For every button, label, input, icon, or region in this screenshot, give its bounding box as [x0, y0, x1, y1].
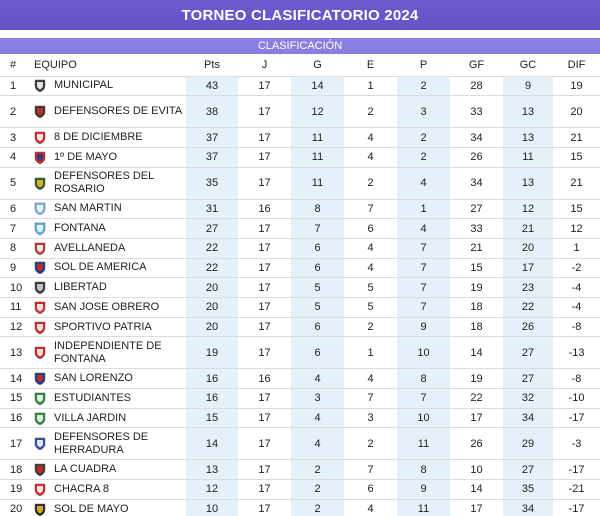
table-row[interactable] [0, 460, 600, 480]
table-row[interactable] [0, 278, 600, 298]
row-p: 9 [397, 480, 450, 500]
row-dif: -4 [553, 298, 600, 318]
row-e: 1 [344, 76, 397, 96]
standings-subtitle: CLASIFICACIÓN [257, 40, 343, 52]
tournament-title: TORNEO CLASIFICATORIO 2024 [181, 6, 419, 24]
row-dif: 12 [553, 219, 600, 239]
row-gf: 28 [450, 76, 503, 96]
team-name: DEFENSORES DEL ROSARIO [54, 170, 154, 196]
team-cell [34, 301, 186, 314]
row-pts: 20 [186, 278, 238, 298]
independiente-fontana-crest-icon [34, 346, 46, 359]
row-pj: 17 [238, 258, 291, 278]
row-position: 15 [0, 389, 28, 409]
row-pts: 22 [186, 238, 238, 258]
row-pts: 12 [186, 480, 238, 500]
row-dif: -2 [553, 258, 600, 278]
row-team[interactable] [28, 96, 186, 128]
row-dif: -17 [553, 499, 600, 516]
row-e: 5 [344, 298, 397, 318]
row-p: 9 [397, 317, 450, 337]
col-header-goals-against[interactable]: GC [519, 58, 537, 71]
row-pj: 17 [238, 76, 291, 96]
row-dif: -13 [553, 337, 600, 369]
table-row[interactable] [0, 428, 600, 460]
team-name: SAN JOSE OBRERO [54, 300, 160, 313]
row-pj: 17 [238, 298, 291, 318]
row-position: 11 [0, 298, 28, 318]
row-team[interactable] [28, 499, 186, 516]
row-e: 3 [344, 408, 397, 428]
row-pts: 15 [186, 408, 238, 428]
team-cell [34, 105, 186, 118]
row-team[interactable] [28, 199, 186, 219]
row-team[interactable] [28, 128, 186, 148]
table-row[interactable] [0, 408, 600, 428]
row-pts: 16 [186, 389, 238, 409]
row-p: 3 [397, 96, 450, 128]
team-cell [34, 431, 186, 457]
row-gf: 27 [450, 199, 503, 219]
row-dif: -8 [553, 369, 600, 389]
row-p: 10 [397, 337, 450, 369]
fontana-crest-icon [34, 222, 46, 235]
row-team[interactable] [28, 460, 186, 480]
row-dif: 19 [553, 76, 600, 96]
row-dif: 21 [553, 128, 600, 148]
row-position: 17 [0, 428, 28, 460]
table-row[interactable] [0, 238, 600, 258]
team-cell [34, 170, 186, 196]
row-gc: 11 [503, 147, 553, 167]
chacra-8-crest-icon [34, 483, 46, 496]
row-gc: 21 [503, 219, 553, 239]
san-jose-obrero-crest-icon [34, 301, 46, 314]
table-row[interactable] [0, 389, 600, 409]
table-row[interactable] [0, 96, 600, 128]
row-p: 10 [397, 408, 450, 428]
row-pts: 19 [186, 337, 238, 369]
table-row[interactable] [0, 167, 600, 199]
row-g: 12 [291, 96, 344, 128]
row-pj: 17 [238, 408, 291, 428]
table-row[interactable] [0, 128, 600, 148]
row-e: 7 [344, 199, 397, 219]
team-cell [34, 412, 186, 425]
row-e: 4 [344, 369, 397, 389]
team-name: SOL DE AMERICA [54, 261, 147, 274]
row-position: 4 [0, 147, 28, 167]
table-row[interactable] [0, 298, 600, 318]
team-name: 8 DE DICIEMBRE [54, 131, 143, 144]
row-position: 5 [0, 167, 28, 199]
row-pts: 13 [186, 460, 238, 480]
row-team[interactable] [28, 480, 186, 500]
municipal-crest-icon [34, 79, 46, 92]
row-position: 12 [0, 317, 28, 337]
row-dif: 1 [553, 238, 600, 258]
table-row[interactable] [0, 147, 600, 167]
row-p: 1 [397, 199, 450, 219]
team-name: DEFENSORES DE HERRADURA [54, 430, 149, 456]
standings-subtitle-bar [0, 38, 600, 54]
row-g: 14 [291, 76, 344, 96]
table-row[interactable] [0, 258, 600, 278]
team-cell [34, 151, 186, 164]
estudiantes-crest-icon [34, 392, 46, 405]
row-gf: 14 [450, 480, 503, 500]
team-name: CHACRA 8 [54, 482, 110, 495]
row-team[interactable] [28, 389, 186, 409]
row-gf: 33 [450, 96, 503, 128]
row-g: 8 [291, 199, 344, 219]
table-row[interactable] [0, 499, 600, 516]
row-pj: 17 [238, 499, 291, 516]
villa-jardin-crest-icon [34, 412, 46, 425]
col-header-team[interactable]: EQUIPO [34, 58, 77, 71]
row-dif: -10 [553, 389, 600, 409]
row-gc: 20 [503, 238, 553, 258]
row-g: 11 [291, 128, 344, 148]
row-gc: 32 [503, 389, 553, 409]
row-pts: 37 [186, 128, 238, 148]
row-position: 10 [0, 278, 28, 298]
row-g: 11 [291, 167, 344, 199]
team-name: LIBERTAD [54, 281, 107, 294]
row-g: 6 [291, 337, 344, 369]
row-dif: 15 [553, 147, 600, 167]
row-position: 14 [0, 369, 28, 389]
row-dif: 20 [553, 96, 600, 128]
row-team[interactable] [28, 298, 186, 318]
row-pj: 17 [238, 128, 291, 148]
team-cell [34, 321, 186, 334]
row-team[interactable] [28, 147, 186, 167]
row-pj: 17 [238, 428, 291, 460]
row-g: 2 [291, 499, 344, 516]
row-pj: 17 [238, 96, 291, 128]
row-gc: 26 [503, 317, 553, 337]
row-gf: 17 [450, 408, 503, 428]
row-dif: -21 [553, 480, 600, 500]
san-lorenzo-crest-icon [34, 372, 46, 385]
team-name: SAN LORENZO [54, 372, 133, 385]
row-team[interactable] [28, 317, 186, 337]
row-p: 7 [397, 238, 450, 258]
row-pj: 17 [238, 147, 291, 167]
table-row[interactable] [0, 369, 600, 389]
row-gc: 35 [503, 480, 553, 500]
table-row[interactable] [0, 317, 600, 337]
team-cell [34, 222, 186, 235]
col-header-lost[interactable]: P [419, 58, 428, 71]
row-e: 6 [344, 219, 397, 239]
row-gf: 34 [450, 167, 503, 199]
row-dif: 15 [553, 199, 600, 219]
defensores-herradura-crest-icon [34, 437, 46, 450]
team-cell [34, 131, 186, 144]
row-g: 2 [291, 460, 344, 480]
row-p: 7 [397, 258, 450, 278]
row-team[interactable] [28, 238, 186, 258]
row-gf: 33 [450, 219, 503, 239]
row-gf: 22 [450, 389, 503, 409]
row-e: 2 [344, 167, 397, 199]
la-cuadra-crest-icon [34, 463, 46, 476]
team-name: VILLA JARDIN [54, 411, 127, 424]
row-p: 4 [397, 167, 450, 199]
row-position: 3 [0, 128, 28, 148]
row-pj: 17 [238, 278, 291, 298]
team-cell [34, 281, 186, 294]
row-pts: 37 [186, 147, 238, 167]
row-pts: 43 [186, 76, 238, 96]
team-cell [34, 483, 186, 496]
row-pj: 17 [238, 317, 291, 337]
row-e: 2 [344, 96, 397, 128]
row-position: 8 [0, 238, 28, 258]
row-pj: 16 [238, 369, 291, 389]
row-gf: 18 [450, 317, 503, 337]
row-p: 8 [397, 369, 450, 389]
row-e: 4 [344, 128, 397, 148]
row-e: 1 [344, 337, 397, 369]
row-pj: 17 [238, 238, 291, 258]
table-row[interactable] [0, 337, 600, 369]
row-e: 7 [344, 460, 397, 480]
row-e: 2 [344, 317, 397, 337]
header-gap [0, 30, 600, 38]
row-gf: 14 [450, 337, 503, 369]
row-g: 7 [291, 219, 344, 239]
team-name: DEFENSORES DE EVITA [54, 105, 183, 118]
row-pts: 20 [186, 298, 238, 318]
team-cell [34, 372, 186, 385]
row-position: 20 [0, 499, 28, 516]
row-position: 7 [0, 219, 28, 239]
row-team[interactable] [28, 219, 186, 239]
tournament-title-bar [0, 0, 600, 30]
row-position: 1 [0, 76, 28, 96]
row-gc: 22 [503, 298, 553, 318]
row-g: 11 [291, 147, 344, 167]
table-row[interactable] [0, 199, 600, 219]
row-e: 4 [344, 258, 397, 278]
row-team[interactable] [28, 278, 186, 298]
row-dif: -3 [553, 428, 600, 460]
row-gc: 9 [503, 76, 553, 96]
row-dif: -17 [553, 460, 600, 480]
row-team[interactable] [28, 76, 186, 96]
row-team[interactable] [28, 428, 186, 460]
row-gc: 27 [503, 369, 553, 389]
row-pj: 17 [238, 337, 291, 369]
col-header-diff[interactable]: DIF [567, 58, 586, 71]
row-g: 6 [291, 258, 344, 278]
row-g: 6 [291, 317, 344, 337]
team-cell [34, 202, 186, 215]
row-e: 4 [344, 499, 397, 516]
team-cell [34, 392, 186, 405]
row-g: 3 [291, 389, 344, 409]
row-p: 2 [397, 76, 450, 96]
row-pts: 31 [186, 199, 238, 219]
row-gf: 34 [450, 128, 503, 148]
row-position: 19 [0, 480, 28, 500]
col-header-played[interactable]: J [261, 58, 268, 71]
row-gc: 17 [503, 258, 553, 278]
row-pts: 14 [186, 428, 238, 460]
row-position: 18 [0, 460, 28, 480]
san-martin-crest-icon [34, 202, 46, 215]
row-gc: 12 [503, 199, 553, 219]
libertad-crest-icon [34, 281, 46, 294]
row-gf: 10 [450, 460, 503, 480]
sol-america-crest-icon [34, 261, 46, 274]
row-dif: -8 [553, 317, 600, 337]
row-gc: 29 [503, 428, 553, 460]
col-header-pts[interactable]: Pts [204, 58, 220, 71]
row-pts: 10 [186, 499, 238, 516]
row-gf: 26 [450, 428, 503, 460]
row-gf: 17 [450, 499, 503, 516]
row-pj: 17 [238, 219, 291, 239]
row-g: 4 [291, 369, 344, 389]
row-dif: -4 [553, 278, 600, 298]
row-p: 7 [397, 298, 450, 318]
row-pj: 17 [238, 389, 291, 409]
row-gf: 19 [450, 369, 503, 389]
row-pts: 16 [186, 369, 238, 389]
col-header-pos[interactable]: # [10, 58, 17, 71]
row-position: 13 [0, 337, 28, 369]
row-g: 5 [291, 278, 344, 298]
team-name: SPORTIVO PATRIA [54, 320, 152, 333]
row-gf: 21 [450, 238, 503, 258]
row-e: 5 [344, 278, 397, 298]
avellaneda-crest-icon [34, 242, 46, 255]
team-name: LA CUADRA [54, 463, 117, 476]
row-gc: 27 [503, 460, 553, 480]
defensores-rosario-crest-icon [34, 177, 46, 190]
row-e: 2 [344, 428, 397, 460]
sol-mayo-crest-icon [34, 503, 46, 516]
row-e: 6 [344, 480, 397, 500]
team-name: SAN MARTIN [54, 202, 122, 215]
row-p: 2 [397, 128, 450, 148]
team-cell [34, 340, 186, 366]
row-position: 9 [0, 258, 28, 278]
table-header-row [0, 54, 600, 76]
sportivo-patria-crest-icon [34, 321, 46, 334]
row-position: 6 [0, 199, 28, 219]
row-g: 4 [291, 408, 344, 428]
row-gc: 23 [503, 278, 553, 298]
row-team[interactable] [28, 258, 186, 278]
row-team[interactable] [28, 337, 186, 369]
team-cell [34, 242, 186, 255]
row-gf: 19 [450, 278, 503, 298]
row-g: 5 [291, 298, 344, 318]
row-g: 6 [291, 238, 344, 258]
row-p: 2 [397, 147, 450, 167]
row-pj: 17 [238, 167, 291, 199]
row-dif: -17 [553, 408, 600, 428]
team-name: AVELLANEDA [54, 241, 126, 254]
row-pts: 27 [186, 219, 238, 239]
row-gc: 13 [503, 167, 553, 199]
row-team[interactable] [28, 167, 186, 199]
row-p: 11 [397, 428, 450, 460]
row-e: 7 [344, 389, 397, 409]
col-header-drawn[interactable]: E [366, 58, 375, 71]
row-e: 4 [344, 147, 397, 167]
team-cell [34, 503, 186, 516]
col-header-goals-for[interactable]: GF [468, 58, 485, 71]
row-p: 4 [397, 219, 450, 239]
row-pts: 20 [186, 317, 238, 337]
team-name: ESTUDIANTES [54, 391, 132, 404]
row-gc: 27 [503, 337, 553, 369]
row-gf: 15 [450, 258, 503, 278]
row-pj: 17 [238, 460, 291, 480]
team-name: INDEPENDIENTE DE FONTANA [54, 339, 162, 365]
standings-body [0, 76, 600, 516]
row-p: 11 [397, 499, 450, 516]
row-pj: 17 [238, 480, 291, 500]
row-gc: 34 [503, 499, 553, 516]
defensores-evita-crest-icon [34, 105, 46, 118]
row-gf: 26 [450, 147, 503, 167]
row-team[interactable] [28, 369, 186, 389]
row-position: 2 [0, 96, 28, 128]
team-cell [34, 261, 186, 274]
row-dif: 21 [553, 167, 600, 199]
team-cell [34, 79, 186, 92]
row-position: 16 [0, 408, 28, 428]
row-team[interactable] [28, 408, 186, 428]
row-pts: 38 [186, 96, 238, 128]
row-pj: 16 [238, 199, 291, 219]
row-e: 4 [344, 238, 397, 258]
row-gf: 18 [450, 298, 503, 318]
team-name: FONTANA [54, 222, 106, 235]
row-pts: 22 [186, 258, 238, 278]
1-mayo-crest-icon [34, 151, 46, 164]
row-gc: 13 [503, 128, 553, 148]
row-pts: 35 [186, 167, 238, 199]
team-name: 1º DE MAYO [54, 150, 118, 163]
row-g: 2 [291, 480, 344, 500]
row-p: 7 [397, 389, 450, 409]
team-cell [34, 463, 186, 476]
col-header-won[interactable]: G [313, 58, 322, 71]
team-name: MUNICIPAL [54, 79, 114, 92]
table-row[interactable] [0, 480, 600, 500]
team-name: SOL DE MAYO [54, 502, 129, 515]
row-gc: 13 [503, 96, 553, 128]
row-p: 7 [397, 278, 450, 298]
row-g: 4 [291, 428, 344, 460]
table-row[interactable] [0, 219, 600, 239]
8-diciembre-crest-icon [34, 131, 46, 144]
table-row[interactable] [0, 76, 600, 96]
row-p: 8 [397, 460, 450, 480]
standings-table [0, 54, 600, 516]
row-gc: 34 [503, 408, 553, 428]
